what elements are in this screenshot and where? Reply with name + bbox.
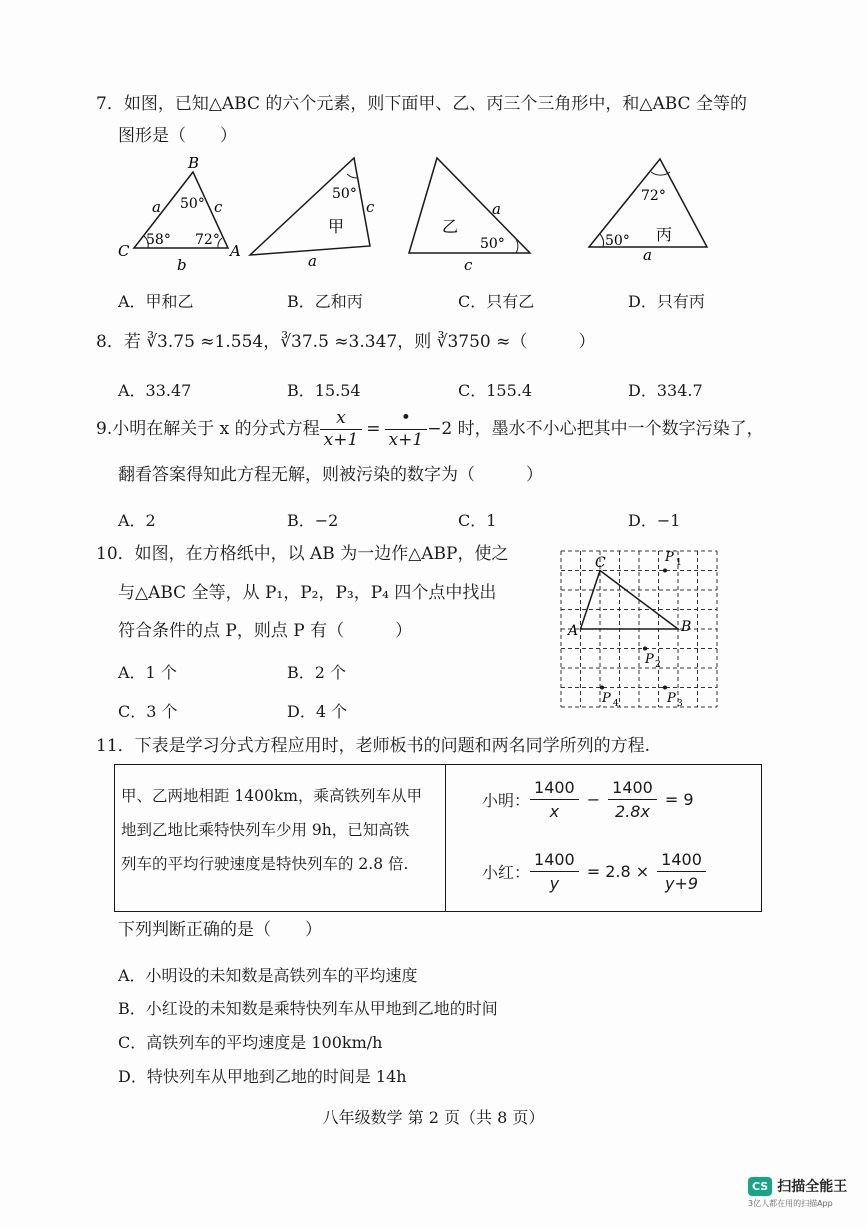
q9-frac1 xyxy=(320,410,363,449)
xm-frac2 xyxy=(608,778,657,821)
jia-name: 甲 xyxy=(328,217,345,236)
angle-A: 72° xyxy=(195,232,220,248)
xh-frac1-num: 1400 xyxy=(530,850,579,872)
q11-option-c: C．高铁列车的平均速度是 100km/h xyxy=(118,1033,383,1052)
q8-option-d: D．334.7 xyxy=(628,381,703,400)
q9-option-b: B．−2 xyxy=(287,511,339,530)
q9-frac2 xyxy=(385,410,428,449)
page-footer: 八年级数学 第 2 页（共 8 页） xyxy=(322,1108,545,1127)
figure-yi xyxy=(409,158,530,274)
q10-line3: 符合条件的点 P，则点 P 有（ ） xyxy=(118,621,413,641)
q11-problem-line-2: 地到乙地比乘特快列车少用 9h，已知高铁 xyxy=(121,821,410,839)
angle-C: 58° xyxy=(146,232,171,248)
xm-rhs: = 9 xyxy=(664,789,694,809)
bing-a: a xyxy=(643,246,652,264)
label-A: A xyxy=(230,242,241,260)
grid-label-P4: P xyxy=(602,691,611,706)
figure-bing xyxy=(589,159,707,264)
q9-frac2-den: x+1 xyxy=(388,430,424,450)
q9-frac2-num: • xyxy=(385,410,428,430)
jia-a: a xyxy=(308,252,317,270)
q9-frac1-num: x xyxy=(320,410,363,430)
xh-frac2-den: y+9 xyxy=(665,873,699,893)
q9-frac1-den: x+1 xyxy=(323,430,359,450)
q11-table xyxy=(114,764,762,912)
xm-frac2-den: 2.8x xyxy=(615,801,650,821)
xh-frac1 xyxy=(530,850,579,893)
q9-option-c: C．1 xyxy=(458,511,497,530)
q10-option-b: B．2 个 xyxy=(287,663,347,682)
q11-problem-line-1: 甲、乙两地相距 1400km，乘高铁列车从甲 xyxy=(121,787,422,805)
xiaohong-label: 小红： xyxy=(482,862,531,882)
q9-prefix: 9.小明在解关于 x 的分式方程 xyxy=(96,419,320,439)
q10-option-d: D．4 个 xyxy=(287,702,348,721)
point-p2 xyxy=(643,647,647,651)
q9-option-a: A．2 xyxy=(118,511,156,530)
q9-line1 xyxy=(96,410,764,449)
xh-mid: = 2.8 × xyxy=(586,861,650,881)
xh-frac2-num: 1400 xyxy=(657,850,706,872)
xm-frac2-num: 1400 xyxy=(608,778,657,800)
q11-problem-line-3: 列车的平均行驶速度是特快列车的 2.8 倍. xyxy=(121,855,409,873)
xiaoming-label: 小明： xyxy=(482,790,531,810)
grid-label-B: B xyxy=(681,619,692,635)
grid-label-A: A xyxy=(568,623,579,639)
figure-jia xyxy=(250,158,375,270)
q11-equations-cell xyxy=(446,765,762,912)
q8-text: 8．若 ∛3.75 ≈1.554，∛37.5 ≈3.347，则 ∛3750 ≈（ ） xyxy=(96,332,596,352)
grid-label-P2-sub: 2 xyxy=(655,660,661,670)
grid-label-P1: P xyxy=(665,550,674,565)
yi-a: a xyxy=(492,200,501,218)
bing-angle1: 72° xyxy=(641,188,666,204)
triangle-abc xyxy=(581,571,679,630)
xm-frac1 xyxy=(530,778,579,821)
q9-suffix: −2 时，墨水不小心把其中一个数字污染了， xyxy=(427,419,764,439)
xm-minus: − xyxy=(586,789,601,809)
xm-frac1-den: x xyxy=(549,801,560,821)
q8-option-a: A．33.47 xyxy=(118,381,192,400)
q8-option-b: B．15.54 xyxy=(287,381,361,400)
grid-label-P3-sub: 3 xyxy=(677,699,683,709)
cs-title: 扫描全能王 xyxy=(777,1179,848,1195)
q11-option-d: D．特快列车从甲地到乙地的时间是 14h xyxy=(118,1067,407,1086)
q11-option-a: A．小明设的未知数是高铁列车的平均速度 xyxy=(118,966,418,985)
q10-option-a: A．1 个 xyxy=(118,663,177,682)
q7-option-b: B．乙和丙 xyxy=(287,292,363,311)
q11-intro: 11．下表是学习分式方程应用时，老师板书的问题和两名同学所列的方程. xyxy=(96,736,651,756)
q9-line2: 翻看答案得知此方程无解，则被污染的数字为（ ） xyxy=(118,465,543,485)
label-B: B xyxy=(188,154,200,172)
label-b: b xyxy=(177,256,187,274)
angle-B: 50° xyxy=(180,196,205,212)
q7-line2: 图形是（ ） xyxy=(118,126,237,146)
q10-line1: 10．如图，在方格纸中，以 AB 为一边作△ABP，使之 xyxy=(96,544,509,564)
jia-c: c xyxy=(366,198,375,216)
q11-problem-cell xyxy=(115,765,446,912)
label-c: c xyxy=(214,198,223,216)
q10-option-c: C．3 个 xyxy=(118,702,178,721)
point-p4 xyxy=(600,686,604,690)
grid-label-P3: P xyxy=(667,691,676,706)
grid-label-P4-sub: 4 xyxy=(613,699,619,709)
figure-abc xyxy=(118,154,241,274)
grid-label-P1-sub: 1 xyxy=(676,558,682,568)
q9-equals: = xyxy=(366,419,381,439)
xiaoming-equation xyxy=(482,771,761,827)
q8-option-c: C．155.4 xyxy=(458,381,533,400)
bing-angle2: 50° xyxy=(605,233,630,249)
q7-option-a: A．甲和乙 xyxy=(118,292,194,311)
q7-figures xyxy=(100,150,740,275)
cs-badge: CS xyxy=(748,1177,772,1196)
yi-angle: 50° xyxy=(480,236,505,252)
point-p1 xyxy=(663,569,667,573)
q7-option-c: C．只有乙 xyxy=(458,292,535,311)
xiaohong-equation xyxy=(482,843,761,899)
cs-subtitle: 3亿人都在用的扫描App xyxy=(748,1199,833,1208)
q9-option-d: D．−1 xyxy=(628,511,681,530)
q7-option-d: D．只有丙 xyxy=(628,292,705,311)
xm-frac1-num: 1400 xyxy=(530,778,579,800)
label-a: a xyxy=(152,198,161,216)
jia-angle: 50° xyxy=(332,186,357,202)
q7-line1: 7．如图，已知△ABC 的六个元素，则下面甲、乙、丙三个三角形中，和△ABC 全等的 xyxy=(96,94,747,114)
q10-grid-figure xyxy=(555,545,730,715)
q11-judge: 下列判断正确的是（ ） xyxy=(118,920,322,940)
grid-label-C: C xyxy=(595,555,606,571)
xh-frac1-den: y xyxy=(549,873,560,893)
yi-name: 乙 xyxy=(442,217,459,236)
camscanner-watermark xyxy=(748,1176,847,1196)
label-C: C xyxy=(118,242,130,260)
point-p3 xyxy=(663,686,667,690)
yi-c: c xyxy=(464,256,473,274)
q11-option-b: B．小红设的未知数是乘特快列车从甲地到乙地的时间 xyxy=(118,999,498,1018)
xh-frac2 xyxy=(657,850,706,893)
bing-name: 丙 xyxy=(656,225,673,244)
grid-label-P2: P xyxy=(645,652,654,667)
q10-line2: 与△ABC 全等，从 P₁，P₂，P₃，P₄ 四个点中找出 xyxy=(118,583,497,603)
